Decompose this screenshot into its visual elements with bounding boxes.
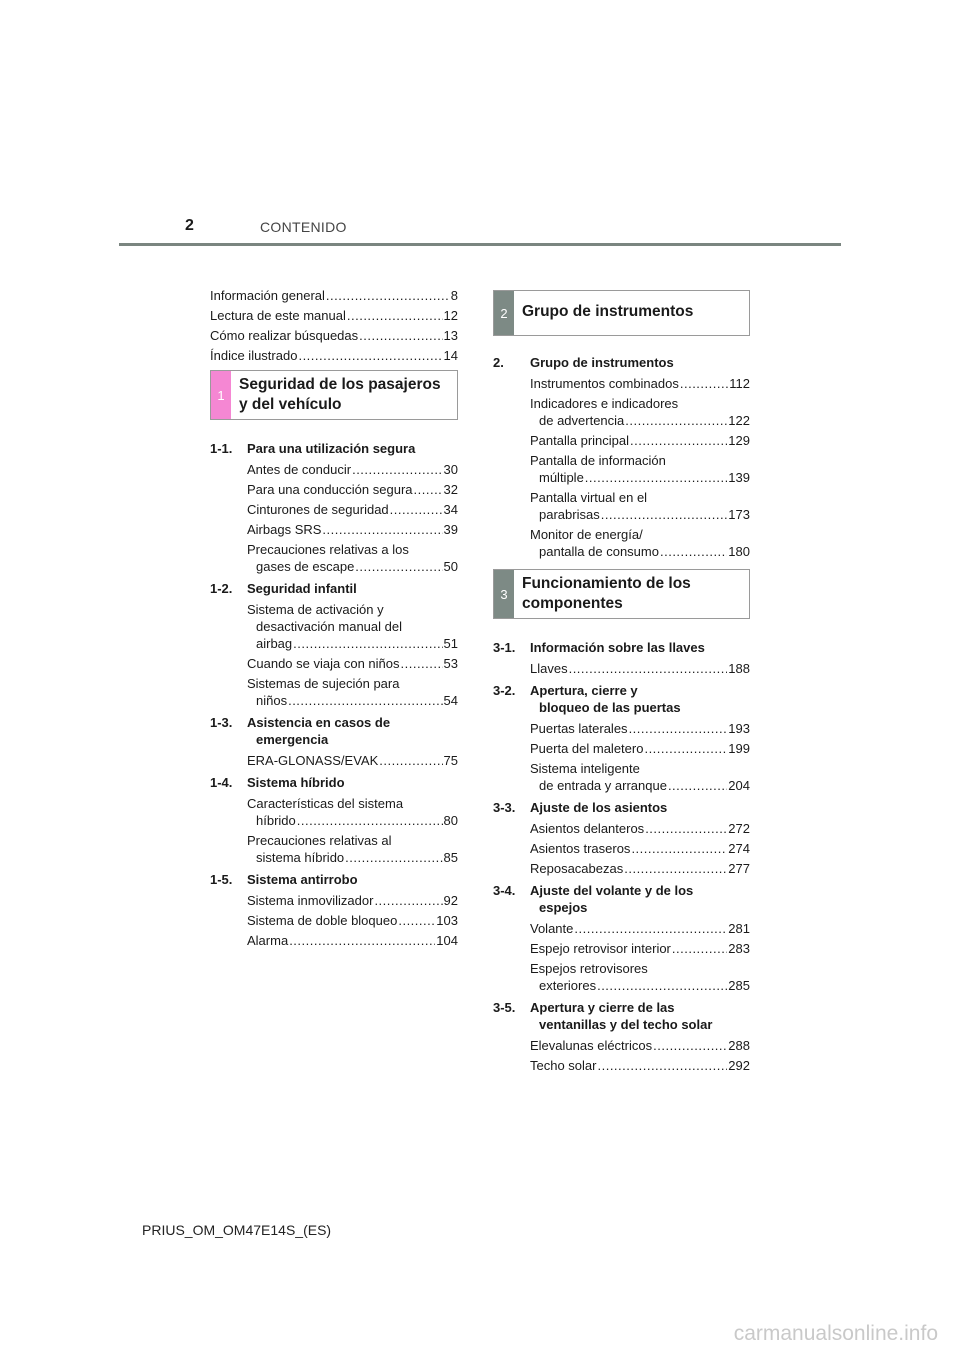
leader-dots [625,412,727,429]
chapter-title: Grupo de instrumentos [522,303,694,320]
section-heading[interactable] [210,440,458,457]
leader-dots [326,287,450,304]
section-title: Asistencia en casos de [247,715,391,730]
leader-dots [401,655,443,672]
toc-page: 193 [728,721,750,736]
toc-title: Información general [210,288,325,303]
section-number: 1-2. [210,581,233,596]
toc-page: 283 [728,941,750,956]
section-heading[interactable] [210,871,458,888]
toc-entry[interactable] [530,920,750,937]
toc-page: 34 [443,502,458,517]
toc-title: híbrido [256,813,296,828]
toc-page: 292 [728,1058,750,1073]
leader-dots [322,521,442,538]
toc-page: 199 [728,741,750,756]
toc-title-line: Sistema de activación y [247,602,384,617]
page-header-title: CONTENIDO [260,219,347,235]
section-heading[interactable] [210,774,458,791]
section-heading[interactable] [493,354,750,371]
toc-entry[interactable] [530,660,750,677]
leader-dots [601,506,728,523]
toc-title: Elevalunas eléctricos [530,1038,653,1053]
leader-dots [298,347,442,364]
header-rule [119,243,841,246]
toc-title: Lectura de este manual [210,308,346,323]
leader-dots [352,461,442,478]
leader-dots [355,558,442,575]
toc-entry[interactable] [247,521,458,538]
section-heading[interactable] [493,882,750,916]
chapter-tab: 3 [494,570,514,618]
toc-title: Asientos delanteros [530,821,645,836]
toc-entry[interactable] [247,912,458,929]
section-heading[interactable] [493,799,750,816]
toc-title-line: desactivación manual del [256,619,402,634]
toc-page: 180 [728,544,750,559]
toc-entry[interactable] [247,655,458,672]
toc-entry[interactable] [247,461,458,478]
toc-title: Techo solar [530,1058,597,1073]
toc-entry[interactable] [247,601,458,652]
toc-entry[interactable] [530,840,750,857]
toc-title: sistema híbrido [256,850,345,865]
leader-dots [624,860,727,877]
leader-dots [293,635,442,652]
toc-entry[interactable] [530,1057,750,1074]
toc-title: múltiple [539,470,584,485]
section-heading[interactable] [493,682,750,716]
toc-title: Cómo realizar búsquedas [210,328,359,343]
toc-title: ERA-GLONASS/EVAK [247,753,379,768]
section-title: Sistema híbrido [247,775,345,790]
right-column [493,290,750,1077]
chapter-tab: 2 [494,291,514,335]
toc-title-line: Precauciones relativas al [247,833,392,848]
toc-title-line: Pantalla virtual en el [530,490,648,505]
toc-general-item[interactable] [210,327,458,344]
chapter-2-box[interactable] [493,290,750,336]
leader-dots [288,692,442,709]
toc-page: 8 [450,288,458,303]
section-title-line2: espejos [539,900,588,915]
leader-dots [574,920,727,937]
toc-page: 285 [728,978,750,993]
toc-entry[interactable] [247,541,458,575]
toc-title: Puerta del maletero [530,741,644,756]
toc-page: 204 [728,778,750,793]
toc-entry[interactable] [247,892,458,909]
leader-dots [680,375,728,392]
toc-page: 277 [728,861,750,876]
toc-title: Espejo retrovisor interior [530,941,671,956]
section-number: 1-1. [210,441,233,456]
toc-page: 53 [443,656,458,671]
section-title: Grupo de instrumentos [530,355,674,370]
toc-page: 85 [443,850,458,865]
leader-dots [668,777,727,794]
toc-entry[interactable] [530,960,750,994]
section-heading[interactable] [493,999,750,1033]
toc-title-line: Sistema inteligente [530,761,640,776]
toc-page: 112 [729,376,750,391]
section-heading[interactable] [493,639,750,656]
toc-page: 139 [728,470,750,485]
leader-dots [289,932,435,949]
toc-page: 92 [443,893,458,908]
toc-title-line: Características del sistema [247,796,404,811]
section-number: 3-4. [493,883,516,898]
leader-dots [379,752,442,769]
section-title-line2: emergencia [256,732,329,747]
toc-title: Volante [530,921,574,936]
section-title: Seguridad infantil [247,581,357,596]
toc-title: de advertencia [539,413,625,428]
leader-dots [297,812,443,829]
toc-title-line: Indicadores e indicadores [530,396,679,411]
toc-entry[interactable] [530,395,750,429]
chapter-tab: 1 [211,371,231,419]
toc-title: exteriores [539,978,597,993]
toc-page: 188 [728,661,750,676]
toc-title-line: Pantalla de información [530,453,666,468]
toc-entry[interactable] [247,501,458,518]
section-heading[interactable] [210,714,458,748]
chapter-title: Funcionamiento de los componentes [522,575,691,612]
toc-title: de entrada y arranque [539,778,667,793]
section-title: Apertura y cierre de las [530,1000,675,1015]
toc-title: Cuando se viaja con niños [247,656,400,671]
toc-entry[interactable] [247,795,458,829]
toc-entry[interactable] [530,860,750,877]
watermark: carmanualsonline.info [733,1322,938,1345]
leader-dots [629,720,728,737]
toc-entry[interactable] [530,720,750,737]
toc-title: Antes de conducir [247,462,352,477]
left-column [210,287,458,952]
toc-title: niños [256,693,288,708]
leader-dots [414,481,443,498]
toc-title-line: Sistemas de sujeción para [247,676,400,691]
toc-page: 14 [443,348,458,363]
toc-entry[interactable] [530,526,750,560]
toc-general-item[interactable] [210,347,458,364]
toc-entry[interactable] [530,375,750,392]
section-title-line2: bloqueo de las puertas [539,700,681,715]
toc-title: gases de escape [256,559,355,574]
toc-entry[interactable] [530,489,750,523]
section-title: Ajuste del volante y de los [530,883,694,898]
toc-page: 54 [443,693,458,708]
toc-entry[interactable] [530,452,750,486]
leader-dots [398,912,435,929]
toc-page: 12 [443,308,458,323]
section-number: 1-4. [210,775,233,790]
toc-page: 51 [443,636,458,651]
toc-page: 39 [443,522,458,537]
toc-entry[interactable] [530,820,750,837]
toc-title: Sistema de doble bloqueo [247,913,398,928]
section-title: Ajuste de los asientos [530,800,668,815]
page-number: 2 [185,217,194,234]
section-heading[interactable] [210,580,458,597]
toc-title: Índice ilustrado [210,348,298,363]
section-title: Información sobre las llaves [530,640,705,655]
toc-title: Pantalla principal [530,433,630,448]
toc-title: Para una conducción segura [247,482,413,497]
section-number: 3-5. [493,1000,516,1015]
toc-page: 104 [436,933,458,948]
section-title: Para una utilización segura [247,441,416,456]
leader-dots [660,543,727,560]
leader-dots [569,660,728,677]
toc-page: 13 [443,328,458,343]
toc-title: Alarma [247,933,289,948]
toc-page: 288 [728,1038,750,1053]
leader-dots [644,740,727,757]
toc-general-item[interactable] [210,307,458,324]
toc-title: airbag [256,636,293,651]
toc-page: 272 [728,821,750,836]
leader-dots [359,327,442,344]
toc-general-item[interactable] [210,287,458,304]
section-title: Sistema antirrobo [247,872,358,887]
section-number: 3-3. [493,800,516,815]
toc-entry[interactable] [247,932,458,949]
leader-dots [347,307,443,324]
toc-entry[interactable] [530,1037,750,1054]
section-title-line2: ventanillas y del techo solar [539,1017,713,1032]
toc-entry[interactable] [530,432,750,449]
leader-dots [585,469,728,486]
toc-entry[interactable] [247,832,458,866]
toc-title: Puertas laterales [530,721,628,736]
toc-page: 173 [728,507,750,522]
toc-page: 274 [728,841,750,856]
leader-dots [597,1057,727,1074]
toc-entry[interactable] [530,740,750,757]
chapter-title: Seguridad de los pasajeros y del vehículo [239,376,441,413]
toc-title: Llaves [530,661,568,676]
leader-dots [345,849,442,866]
section-number: 3-2. [493,683,516,698]
toc-title: Instrumentos combinados [530,376,679,391]
leader-dots [597,977,727,994]
toc-page: 30 [443,462,458,477]
toc-page: 122 [728,413,750,428]
toc-entry[interactable] [530,760,750,794]
section-number: 1-5. [210,872,233,887]
chapter-1-box[interactable] [210,370,458,420]
toc-page: 75 [443,753,458,768]
toc-title-line: Monitor de energía/ [530,527,643,542]
toc-entry[interactable] [247,675,458,709]
toc-page: 80 [443,813,458,828]
section-number: 2. [493,355,504,370]
leader-dots [653,1037,727,1054]
toc-title-line: Precauciones relativas a los [247,542,409,557]
toc-title-line: Espejos retrovisores [530,961,648,976]
toc-page: 281 [728,921,750,936]
leader-dots [390,501,443,518]
leader-dots [645,820,727,837]
toc-title: Asientos traseros [530,841,631,856]
toc-entry[interactable] [247,752,458,769]
toc-title: Reposacabezas [530,861,624,876]
leader-dots [672,940,727,957]
section-number: 1-3. [210,715,233,730]
toc-page: 32 [443,482,458,497]
toc-title: Airbags SRS [247,522,322,537]
section-title: Apertura, cierre y [530,683,638,698]
leader-dots [631,840,727,857]
toc-title: Cinturones de seguridad [247,502,389,517]
leader-dots [630,432,727,449]
section-number: 3-1. [493,640,516,655]
toc-title: pantalla de consumo [539,544,659,559]
toc-title: Sistema inmovilizador [247,893,374,908]
toc-page: 50 [443,559,458,574]
document-code: PRIUS_OM_OM47E14S_(ES) [142,1222,332,1238]
toc-entry[interactable] [530,940,750,957]
toc-entry[interactable] [247,481,458,498]
chapter-3-box[interactable] [493,569,750,619]
toc-page: 103 [436,913,458,928]
toc-title: parabrisas [539,507,600,522]
leader-dots [374,892,442,909]
toc-page: 129 [728,433,750,448]
